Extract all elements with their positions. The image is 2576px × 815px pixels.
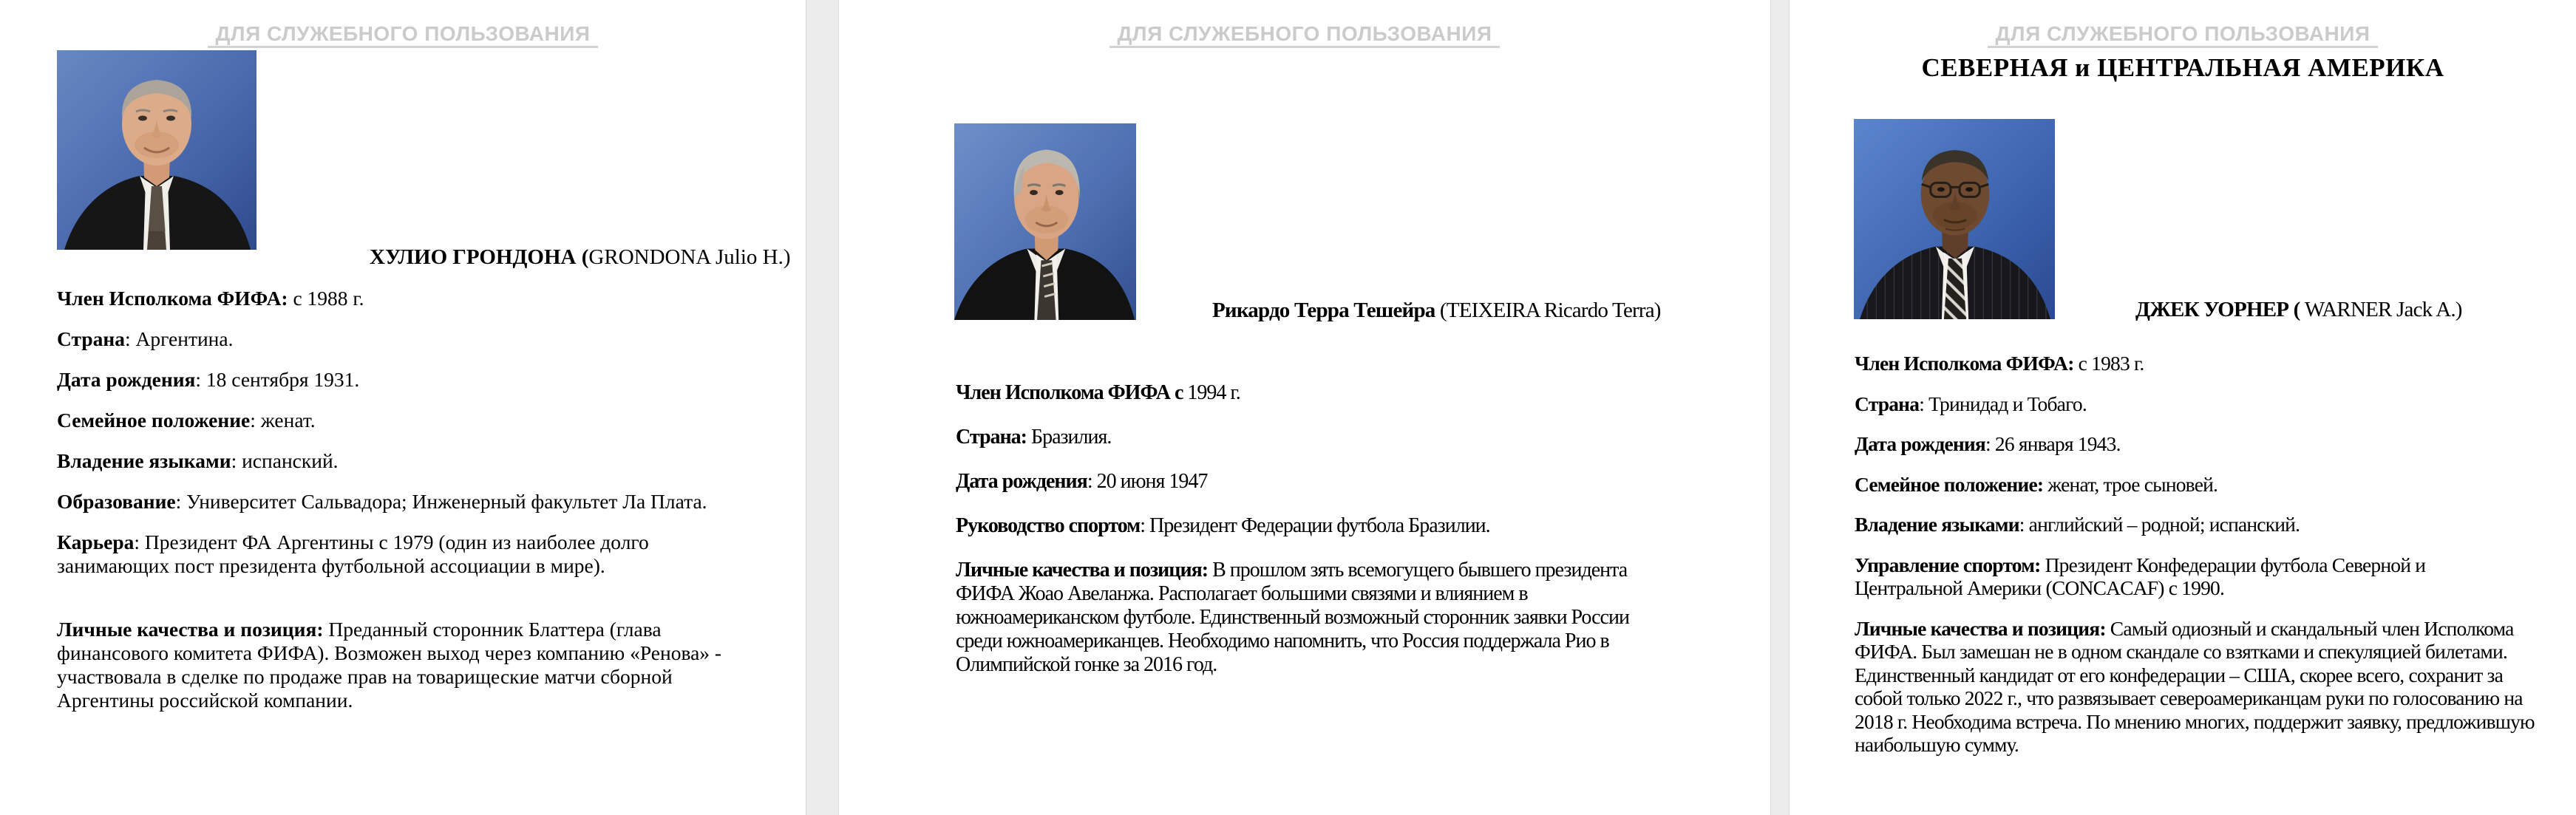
field-label: Владение языками bbox=[1855, 513, 2019, 536]
field-value: : английский – родной; испанский. bbox=[2019, 513, 2300, 536]
field-value: : 18 сентября 1931. bbox=[195, 368, 360, 391]
field-value: : 20 июня 1947 bbox=[1087, 470, 1208, 493]
field-row bbox=[57, 531, 759, 578]
bio-paragraph bbox=[1855, 617, 2536, 757]
field-value: : 26 января 1943. bbox=[1985, 432, 2121, 455]
bio-text-block bbox=[1855, 352, 2536, 774]
member-name-bold: Рикардо Терра Тешейра bbox=[1212, 299, 1435, 322]
field-label: Личные качества и позиция: bbox=[956, 559, 1209, 582]
confidential-header bbox=[0, 0, 806, 46]
portrait-ricardo-teixeira-photo bbox=[954, 123, 1136, 320]
bio-text-block bbox=[57, 287, 759, 729]
field-value: : испанский. bbox=[231, 449, 339, 472]
field-label: Дата рождения bbox=[57, 368, 196, 391]
field-label: Руководство спортом bbox=[956, 514, 1141, 537]
portrait-photo-icon bbox=[57, 50, 256, 250]
field-label: Страна bbox=[1855, 392, 1920, 415]
field-value: с 1983 г. bbox=[2073, 352, 2144, 375]
field-row bbox=[956, 381, 1658, 405]
field-value: с 1988 г. bbox=[288, 287, 364, 310]
field-row bbox=[956, 514, 1658, 538]
field-label: Член Исполкома ФИФА: bbox=[57, 287, 288, 310]
field-label: Дата рождения bbox=[1855, 432, 1986, 455]
field-row bbox=[57, 490, 759, 514]
field-value: : Аргентина. bbox=[124, 327, 234, 350]
field-label: Владение языками bbox=[57, 449, 231, 472]
portrait-julio-grondona-photo bbox=[57, 50, 256, 250]
region-title: СЕВЕРНАЯ и ЦЕНТРАЛЬНАЯ АМЕРИКА bbox=[1921, 53, 2444, 82]
document-page-1 bbox=[0, 0, 806, 815]
field-label: Личные качества и позиция: bbox=[1855, 616, 2106, 640]
field-value: 1994 г. bbox=[1183, 381, 1240, 404]
portrait-jack-warner-photo bbox=[1854, 119, 2055, 319]
field-label: Дата рождения bbox=[956, 470, 1087, 493]
bio-paragraph bbox=[956, 559, 1658, 677]
field-row bbox=[956, 426, 1658, 449]
document-page-3 bbox=[1790, 0, 2576, 815]
field-label: Член Исполкома ФИФА: bbox=[1855, 352, 2074, 375]
field-row bbox=[57, 287, 759, 310]
member-name bbox=[370, 245, 791, 270]
field-row bbox=[1855, 473, 2536, 497]
member-name-bold: ДЖЕК УОРНЕР ( bbox=[2135, 298, 2300, 321]
field-value: Самый одиозный и скандальный член Исполкома ФИФА. Был замешан не в одном скандале со взятками и спекуляцией билетами. Единственный кандидат от его конфедерации – США, скорее всего, сохранит за собой только 2022 г., что развязывает североамериканцам руки по голосованию на 2018 г. Необходима встреча. По мнению многих, поддержит заявку, предложившую наибольшую сумму. bbox=[1855, 616, 2535, 756]
field-row bbox=[57, 368, 759, 392]
field-value: женат, трое сыновей. bbox=[2043, 472, 2218, 496]
confidential-header-label: ДЛЯ СЛУЖЕБНОГО ПОЛЬЗОВАНИЯ bbox=[1988, 22, 2377, 48]
confidential-header bbox=[839, 0, 1770, 46]
portrait-photo-icon bbox=[1854, 119, 2055, 319]
field-label: Член Исполкома ФИФА с bbox=[956, 381, 1183, 404]
field-label: Карьера bbox=[57, 531, 135, 553]
field-label: Управление спортом: bbox=[1855, 553, 2041, 576]
field-value: : Президент ФА Аргентины с 1979 (один из наиболее долго занимающих пост президента футбольной ассоциации в мире). bbox=[57, 531, 649, 577]
field-row bbox=[1855, 513, 2536, 536]
field-value: : женат. bbox=[250, 409, 316, 432]
field-value: : Тринидад и Тобаго. bbox=[1919, 392, 2087, 415]
field-label: Страна bbox=[57, 327, 125, 350]
document-page-2 bbox=[839, 0, 1770, 815]
field-label: Страна: bbox=[956, 426, 1027, 449]
field-row bbox=[57, 449, 759, 473]
confidential-header-label: ДЛЯ СЛУЖЕБНОГО ПОЛЬЗОВАНИЯ bbox=[1109, 22, 1499, 48]
field-row bbox=[1855, 352, 2536, 375]
field-value: Бразилия. bbox=[1026, 426, 1112, 449]
field-value: : Университет Сальвадора; Инженерный факультет Ла Плата. bbox=[175, 490, 707, 513]
field-label: Семейное положение bbox=[57, 409, 251, 432]
field-row bbox=[956, 470, 1658, 494]
field-row bbox=[1855, 392, 2536, 416]
field-label: Личные качества и позиция: bbox=[57, 618, 324, 641]
bio-paragraph bbox=[57, 618, 759, 712]
portrait-photo-icon bbox=[954, 123, 1136, 320]
field-label: Образование bbox=[57, 490, 176, 513]
field-value: : Президент Федерации футбола Бразилии. bbox=[1140, 514, 1490, 537]
field-row bbox=[57, 327, 759, 351]
field-value: В прошлом зять всемогущего бывшего президента ФИФА Жоао Авеланжа. Располагает большими связями и влиянием в южноамериканском футболе. Единственный возможный сторонник заявки России среди южноамериканцев. Необходимо напомнить, что Россия поддержала Рио в Олимпийской гонке за 2016 год. bbox=[956, 559, 1629, 676]
member-name bbox=[1212, 299, 1661, 323]
field-row bbox=[57, 409, 759, 432]
member-name bbox=[2135, 298, 2462, 322]
field-label: Семейное положение: bbox=[1855, 472, 2044, 496]
member-name-bold: ХУЛИО ГРОНДОНА ( bbox=[370, 245, 589, 269]
member-name-latin: GRONDONA Julio H.) bbox=[588, 245, 791, 269]
field-value: Преданный сторонник Блаттера (глава финансового комитета ФИФА). Возможен выход через компанию «Ренова» - участвовала в сделке по продаже прав на товарищеские матчи сборной Аргентины российской компании. bbox=[57, 618, 722, 712]
field-row bbox=[1855, 432, 2536, 456]
confidential-header-label: ДЛЯ СЛУЖЕБНОГО ПОЛЬЗОВАНИЯ bbox=[208, 22, 597, 48]
field-value: Президент Конфедерации футбола Северной и Центральной Америки (CONCACAF) с 1990. bbox=[1855, 553, 2426, 599]
member-name-latin: WARNER Jack A.) bbox=[2300, 298, 2462, 321]
field-row bbox=[1855, 553, 2536, 600]
bio-text-block bbox=[956, 381, 1658, 698]
confidential-header bbox=[1790, 0, 2576, 46]
member-name-latin: (TEIXEIRA Ricardo Terra) bbox=[1435, 299, 1661, 322]
